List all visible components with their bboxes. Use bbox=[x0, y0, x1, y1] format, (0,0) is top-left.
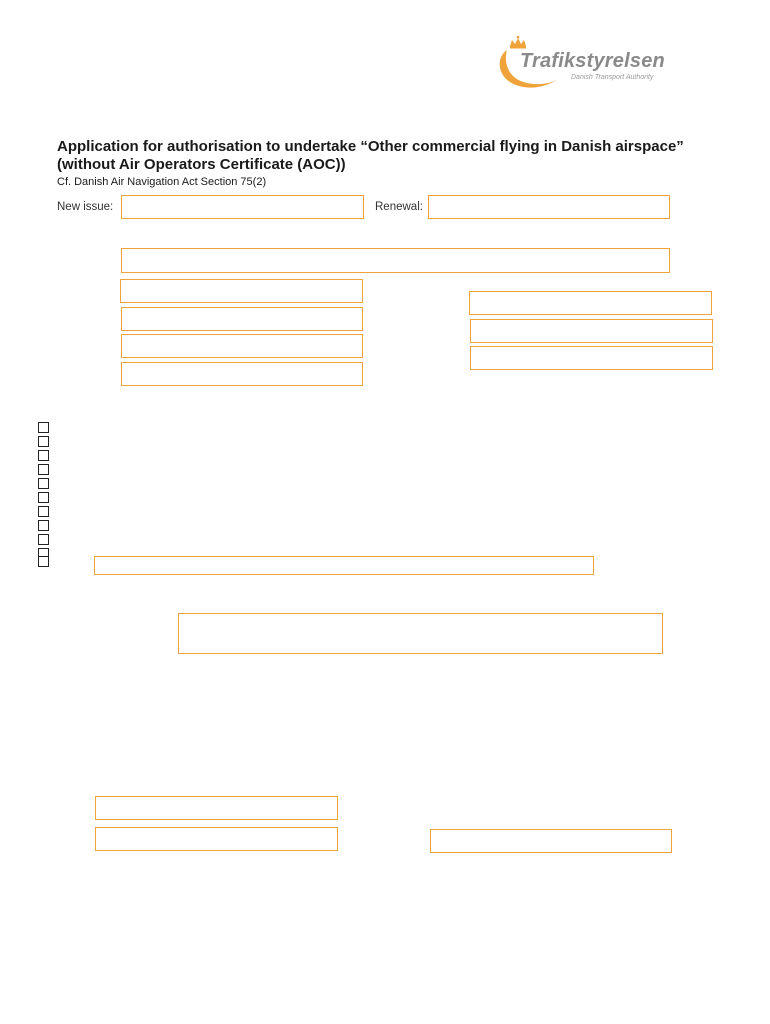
left-field-3[interactable] bbox=[121, 334, 363, 358]
right-field-1[interactable] bbox=[469, 291, 712, 315]
checkbox-7[interactable] bbox=[38, 506, 49, 517]
checkbox-9[interactable] bbox=[38, 534, 49, 545]
new-issue-field[interactable] bbox=[121, 195, 364, 219]
new-issue-label: New issue: bbox=[57, 201, 114, 213]
other-specify-field[interactable] bbox=[94, 556, 594, 575]
renewal-field[interactable] bbox=[428, 195, 670, 219]
right-field-3[interactable] bbox=[470, 346, 713, 370]
checkbox-6[interactable] bbox=[38, 492, 49, 503]
brand-subtitle: Danish Transport Authority bbox=[571, 74, 654, 81]
brand-name: Trafikstyrelsen bbox=[520, 50, 665, 72]
form-title bbox=[57, 138, 737, 174]
description-field[interactable] bbox=[178, 613, 663, 654]
checkbox-11[interactable] bbox=[38, 556, 49, 567]
applicant-name-field[interactable] bbox=[121, 248, 670, 273]
renewal-label: Renewal: bbox=[375, 201, 423, 213]
left-field-2[interactable] bbox=[121, 307, 363, 331]
trafikstyrelsen-logo bbox=[493, 34, 683, 96]
crown-icon bbox=[510, 36, 526, 49]
form-subtitle: Cf. Danish Air Navigation Act Section 75(2) bbox=[57, 176, 267, 188]
form-title-line-2: (without Air Operators Certificate (AOC)) bbox=[57, 156, 346, 173]
checkbox-4[interactable] bbox=[38, 464, 49, 475]
signature-field[interactable] bbox=[430, 829, 672, 853]
date-field[interactable] bbox=[95, 827, 338, 851]
checkbox-1[interactable] bbox=[38, 422, 49, 433]
left-field-1[interactable] bbox=[120, 279, 363, 303]
checkbox-5[interactable] bbox=[38, 478, 49, 489]
right-field-2[interactable] bbox=[470, 319, 713, 343]
form-title-line-1: Application for authorisation to undertake “Other commercial flying in Danish airspace” bbox=[57, 138, 684, 155]
checkbox-8[interactable] bbox=[38, 520, 49, 531]
checkbox-2[interactable] bbox=[38, 436, 49, 447]
place-field[interactable] bbox=[95, 796, 338, 820]
left-field-4[interactable] bbox=[121, 362, 363, 386]
checkbox-3[interactable] bbox=[38, 450, 49, 461]
